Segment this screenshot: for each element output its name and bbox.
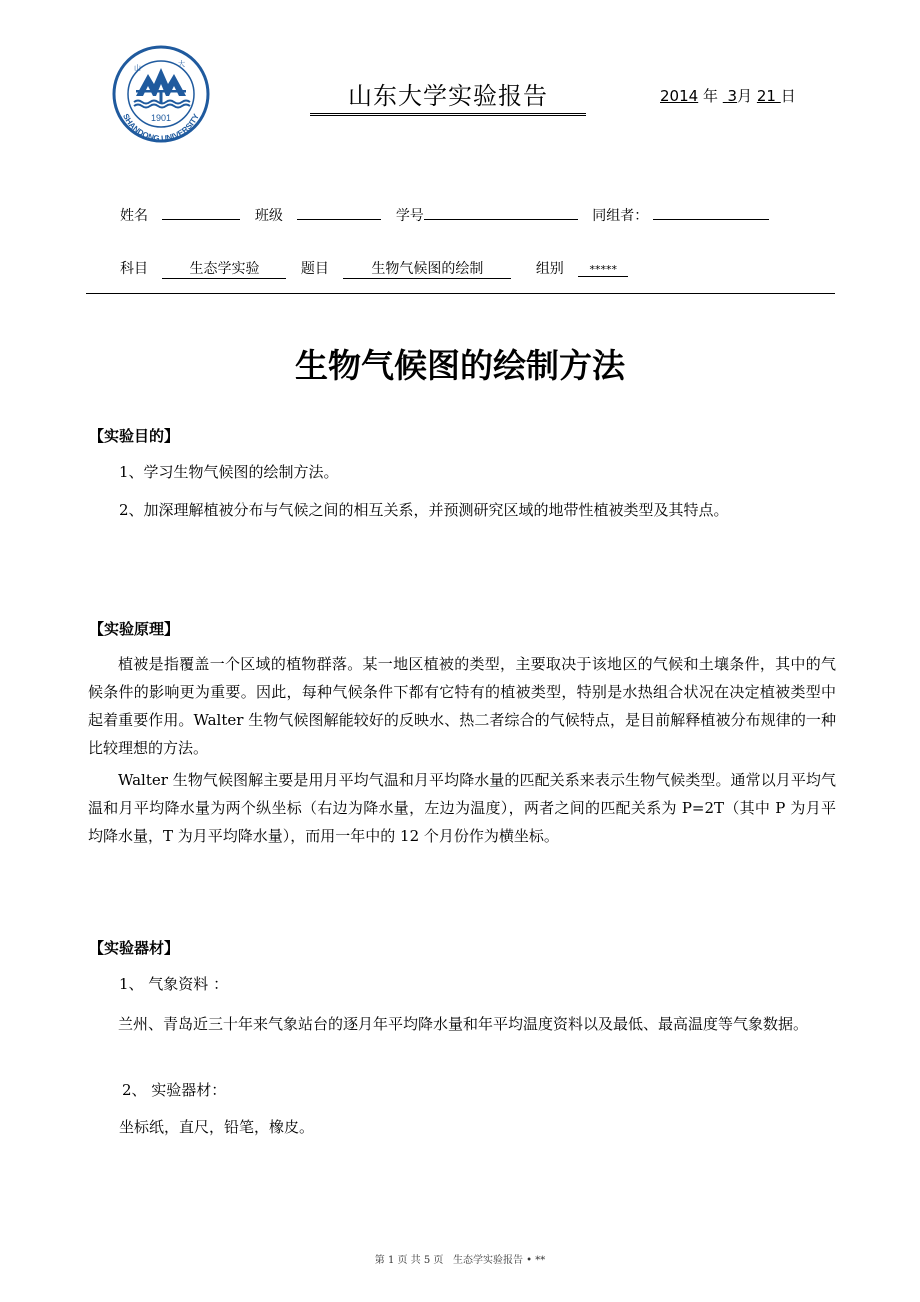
- partner-field[interactable]: [653, 205, 769, 220]
- page-info: 第 1 页 共 5 页: [374, 1255, 444, 1266]
- subject-value: 生态学实验: [162, 258, 286, 279]
- materials-item-2-text: 坐标纸，直尺，铅笔，橡皮。: [119, 1118, 315, 1136]
- materials-item-2-label: 2、 实验器材：: [122, 1081, 227, 1099]
- header-divider: [86, 293, 835, 294]
- date-day: 21: [756, 87, 776, 105]
- svg-text:大: 大: [178, 60, 185, 68]
- document-title: 生物气候图的绘制方法: [295, 346, 625, 385]
- group-value: *****: [578, 263, 628, 277]
- form-row-course: [120, 258, 628, 279]
- svg-text:山: 山: [134, 64, 141, 72]
- report-title: 山东大学实验报告: [310, 76, 586, 116]
- date-year: 2014: [660, 87, 699, 105]
- report-date: [660, 85, 796, 106]
- class-field[interactable]: [297, 205, 381, 220]
- date-month-label: 月: [737, 87, 753, 105]
- materials-item-1-text: 兰州、青岛近三十年来气象站台的逐月年平均降水量和年平均温度资料以及最低、最高温度等气象数据。: [118, 1015, 809, 1033]
- date-year-label: 年: [702, 87, 718, 105]
- section-heading-materials: 【实验器材】: [89, 939, 180, 957]
- principle-paragraph-2: Walter 生物气候图解主要是用月平均气温和月平均降水量的匹配关系来表示生物气候类型。通常以月平均气温和月平均降水量为两个纵坐标（右边为降水量，左边为温度），两者之间的匹配关系为 P=2T（其中 P 为月平均降水量，T 为月平均降水量），而用一年中的 12 个月份作为横坐标。: [88, 771, 836, 845]
- purpose-item-2: 2、加深理解植被分布与气候之间的相互关系，并预测研究区域的地带性植被类型及其特点。: [119, 501, 729, 519]
- footer-report-name: 生态学实验报告 • **: [452, 1255, 546, 1266]
- partner-label: 同组者：: [592, 208, 649, 224]
- principle-paragraph-1: 植被是指覆盖一个区域的植物群落。某一地区植被的类型，主要取决于该地区的气候和土壤条件，其中的气候条件的影响更为重要。因此，每种气候条件下都有它特有的植被类型，特别是水热组合状况在决定植被类型中起着重要作用。Walter 生物气候图解能较好的反映水、热二者综合的气候特点，是目前解释植被分布规律的一种比较理想的方法。: [88, 655, 836, 757]
- date-day-label: 日: [780, 87, 796, 105]
- topic-label: 题目: [300, 261, 329, 277]
- purpose-item-1: 1、学习生物气候图的绘制方法。: [119, 463, 339, 481]
- group-label: 组别: [535, 261, 564, 277]
- class-label: 班级: [254, 208, 283, 224]
- university-logo: [108, 44, 214, 144]
- logo-text-en: SHANDONG UNIVERSITY: [121, 112, 201, 144]
- student-id-field[interactable]: [424, 205, 578, 220]
- section-heading-principle: 【实验原理】: [89, 620, 180, 638]
- form-row-personal: [120, 205, 769, 225]
- name-label: 姓名: [120, 208, 148, 224]
- subject-label: 科目: [120, 261, 148, 277]
- name-field[interactable]: [162, 205, 240, 220]
- date-month: 3: [727, 87, 738, 105]
- materials-item-1-label: 1、 气象资料 ：: [119, 975, 229, 993]
- topic-value: 生物气候图的绘制: [343, 258, 511, 279]
- student-id-label: 学号: [395, 208, 424, 224]
- page-footer: [0, 1251, 920, 1266]
- logo-founded-year: 1901: [150, 113, 172, 123]
- section-heading-purpose: 【实验目的】: [89, 427, 180, 445]
